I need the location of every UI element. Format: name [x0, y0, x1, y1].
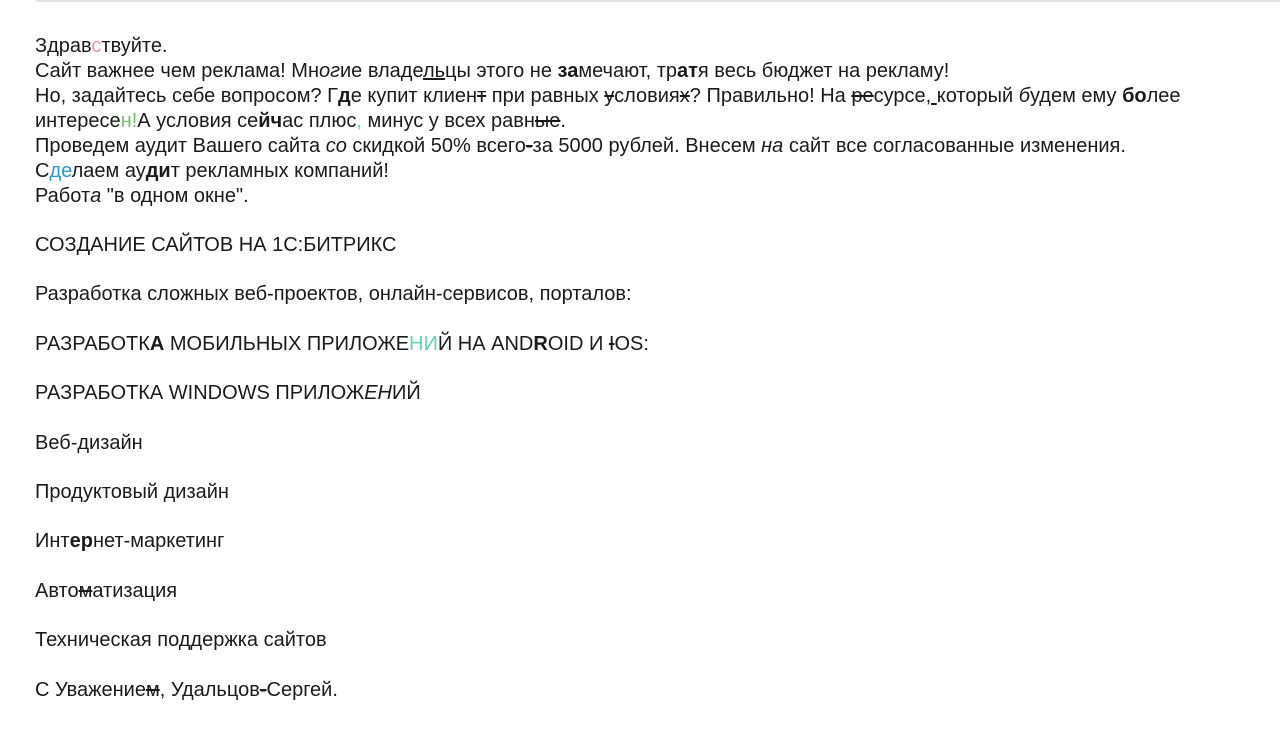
signature	[35, 678, 1275, 703]
text-run: твуйте.	[101, 35, 168, 57]
text-run: СОЗДАНИЕ САЙТОВ НА 1С:БИТРИКС	[35, 234, 397, 256]
text-run: ог	[318, 60, 340, 82]
text-run: цы этого не	[445, 60, 558, 82]
text-run: Инт	[35, 530, 70, 553]
section-tech-support	[35, 628, 1275, 653]
section-windows-apps-heading	[35, 381, 1275, 406]
text-run: , Удальцов	[159, 678, 260, 701]
text-run: А условия се	[137, 110, 259, 132]
text-run: т	[477, 85, 487, 107]
text-run: А	[149, 332, 165, 355]
text-run: Авто	[35, 579, 79, 602]
text-run: РАЗРАБОТК	[35, 332, 150, 355]
text-run: а	[90, 185, 102, 207]
intro-line	[35, 34, 1275, 59]
section-bitrix-heading	[35, 233, 1275, 258]
section-web-design	[35, 431, 1275, 456]
intro-line	[35, 59, 1275, 84]
text-run: С Уважение	[35, 678, 146, 701]
text-run: нет-маркетинг	[92, 530, 225, 553]
text-run: Но, задайтесь себе вопросом? Г	[35, 85, 338, 107]
section-complex-projects	[35, 282, 1275, 307]
text-run: скидкой 50% всего	[346, 135, 526, 157]
text-run: я весь бюджет на рекламу!	[697, 60, 950, 82]
text-run: н!	[120, 110, 138, 132]
text-run: сайт все согласованные изменения.	[783, 135, 1126, 157]
text-run: х	[679, 85, 690, 107]
section-automation	[35, 579, 1275, 604]
text-run: .	[560, 110, 566, 132]
text-run: НИ	[409, 332, 438, 355]
text-run: -	[259, 678, 267, 701]
intro-line	[35, 159, 1275, 184]
text-run: сурсе	[873, 85, 926, 107]
text-run: ат	[676, 60, 698, 82]
text-run: Работ	[35, 185, 91, 207]
text-run: с	[91, 35, 102, 57]
text-run: м	[145, 678, 160, 701]
text-run: ые	[534, 110, 561, 132]
section-internet-marketing	[35, 529, 1275, 554]
text-run: OID И	[547, 332, 609, 355]
text-run: удем ему	[1029, 85, 1123, 107]
text-run: ль	[422, 60, 446, 82]
text-run: лее	[1146, 85, 1181, 107]
text-run: словия	[614, 85, 680, 107]
section-product-design	[35, 480, 1275, 505]
text-run: д	[338, 85, 351, 107]
text-run: ди	[145, 160, 171, 182]
text-run: Сайт важнее чем реклама! Мн	[35, 60, 319, 82]
section-mobile-apps-heading	[35, 332, 1275, 357]
intro-line	[35, 184, 1275, 209]
text-run: лаем ау	[71, 160, 146, 182]
intro-line	[35, 109, 1275, 134]
text-run: у	[604, 85, 615, 107]
text-run: мечают, тр	[578, 60, 677, 82]
text-run: ,	[356, 110, 362, 132]
text-run: минус у всех равн	[361, 110, 535, 132]
text-run: Веб-дизайн	[35, 431, 143, 454]
text-run: Здрав	[35, 35, 92, 57]
text-run: ИЙ	[392, 382, 421, 405]
intro-line	[35, 134, 1275, 159]
text-run: -	[525, 135, 533, 157]
text-run: I	[608, 332, 615, 355]
text-run: за	[557, 60, 579, 82]
text-run: Техническая поддержка сайтов	[35, 629, 327, 652]
text-run: ,	[925, 85, 937, 107]
intro-block	[35, 34, 1275, 209]
text-run: который	[936, 85, 1019, 107]
text-run: е купит клиен	[350, 85, 478, 107]
top-divider	[36, 0, 1280, 2]
text-run: со	[325, 135, 347, 157]
text-run: "в одном окне".	[101, 185, 249, 207]
text-run: R	[533, 332, 548, 355]
text-run: ер	[69, 530, 93, 553]
text-run: б	[1018, 85, 1030, 107]
text-run: ас плюс	[282, 110, 357, 132]
text-run: С	[35, 160, 50, 182]
text-run: ие владе	[339, 60, 423, 82]
text-run: ЕН	[364, 382, 393, 405]
text-run: Сергей.	[266, 678, 338, 701]
email-body	[35, 34, 1275, 703]
text-run: ре	[851, 85, 874, 107]
text-run: на	[761, 135, 784, 157]
text-run: Разработка сложных веб-проектов, онлайн-сервисов, порталов:	[35, 283, 632, 306]
intro-line	[35, 84, 1275, 109]
text-run: де	[49, 160, 72, 182]
text-run: Проведем аудит Вашего сайта	[35, 135, 326, 157]
text-run: OS:	[614, 332, 649, 355]
text-run: атизация	[92, 579, 178, 602]
text-run: бо	[1122, 85, 1147, 107]
text-run: т рекламных компаний!	[170, 160, 389, 182]
text-run: ? Правильно! На	[689, 85, 852, 107]
text-run: МОБИЛЬНЫХ ПРИЛОЖЕ	[164, 332, 410, 355]
text-run: при равных	[486, 85, 605, 107]
text-run: йч	[258, 110, 283, 132]
text-run: Й НА AND	[437, 332, 534, 355]
text-run: интересе	[35, 110, 121, 132]
text-run: РАЗРАБОТКА WINDOWS ПРИЛОЖ	[35, 382, 365, 405]
text-run: Продуктовый дизайн	[35, 480, 229, 503]
text-run: за 5000 рублей. Внесем	[532, 135, 762, 157]
text-run: м	[78, 579, 93, 602]
